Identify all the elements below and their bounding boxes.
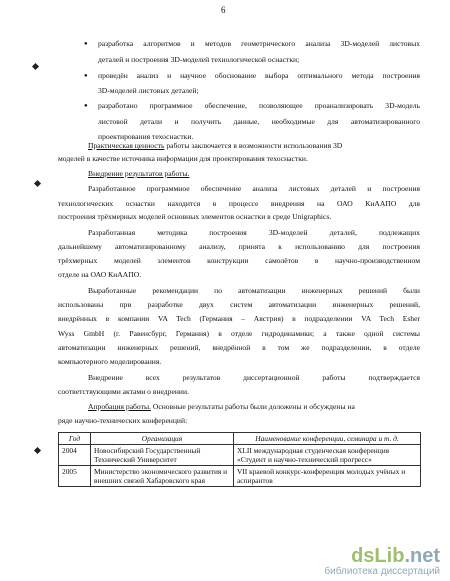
page-number: 6 bbox=[221, 5, 226, 15]
bullet-3-line-2: листовой детали и получить данные, необходимые для автоматизированного bbox=[98, 117, 420, 126]
approbation-heading: Апробация работы. bbox=[88, 402, 151, 411]
impl-p1-line-1: Разработанное программное обеспечение анализа листовых деталей и построения bbox=[88, 184, 420, 193]
header-conference: Наименование конференции, семинара и т. д. bbox=[234, 433, 421, 445]
header-organization: Организация bbox=[91, 433, 234, 445]
bullet-2-line-2: 3D-моделей листовых деталей; bbox=[98, 86, 199, 95]
approbation-line-2: ряде научно-технических конференций: bbox=[58, 416, 188, 425]
cell-conference: VII краевой конкурс-конференция молодых учёных и аспирантов bbox=[234, 466, 421, 487]
impl-p3-line-1: Выработанные рекомендации по автоматизации инженерных решений были bbox=[88, 286, 420, 295]
margin-mark bbox=[32, 63, 39, 70]
impl-p2-line-3: трёхмерных моделей элементов конструкции самолётов в научно-производственном bbox=[58, 256, 420, 265]
impl-p1-line-2: технологических оснастки находится в процессе внедрения на ОАО КнААПО для bbox=[58, 199, 420, 208]
impl-p3-line-5: автоматизации инженерных решений, внедрённой в том же подразделении, в отделе bbox=[58, 343, 420, 352]
margin-mark bbox=[34, 447, 41, 454]
bullet-3-line-3: проектирования техоснастки. bbox=[98, 132, 194, 141]
bullet-marker: ● bbox=[84, 41, 88, 47]
impl-p3-line-6: компьютерного моделирования. bbox=[58, 357, 162, 366]
table-row bbox=[59, 466, 421, 487]
implementation-heading: Внедрение результатов работы. bbox=[88, 169, 190, 178]
impl-p3-line-3: внедрённых в компании VA Tech (Германия – Австрия) в подразделении VA Tech Esher bbox=[58, 314, 420, 323]
practical-paragraph-line-2: моделей в качестве источника информации для проектирования техоснастки. bbox=[58, 154, 308, 163]
cell-organization: Министерство экономического развития и внешних связей Хабаровского края bbox=[91, 466, 234, 487]
cell-year: 2005 bbox=[59, 466, 91, 487]
watermark-subtitle: библиотека диссертаций bbox=[324, 566, 440, 577]
impl-p3-line-2: использованы при разработке двух систем автоматизации инженерных решений, bbox=[58, 300, 420, 309]
cell-year: 2004 bbox=[59, 445, 91, 466]
conferences-table bbox=[58, 432, 421, 487]
approbation-line-1 bbox=[88, 402, 420, 411]
bullet-1-line-1: разработка алгоритмов и методов геометрического анализа 3D-моделей листовых bbox=[98, 39, 420, 48]
cell-conference: XLII международная студенческая конференция «Студент и научно-технический прогресс» bbox=[234, 445, 421, 466]
practical-heading: Практическая ценность bbox=[88, 141, 165, 150]
impl-p2-line-1: Разработанная методика построения 3D-моделей деталей, подлежащих bbox=[88, 228, 420, 237]
watermark-logo bbox=[324, 546, 440, 566]
watermark-logo-a: dsLib bbox=[351, 545, 405, 567]
cell-organization: Новосибирский Государственный Технический Университет bbox=[91, 445, 234, 466]
bullet-marker: ● bbox=[84, 73, 88, 79]
header-year: Год bbox=[59, 433, 91, 445]
margin-mark bbox=[34, 180, 41, 187]
bullet-marker: ● bbox=[84, 103, 88, 109]
practical-paragraph-line-1 bbox=[88, 141, 420, 150]
impl-p4-line-2: соответствующими актами о внедрении. bbox=[58, 387, 189, 396]
impl-p4-line-1: Внедрение всех результатов диссертационной работы подтверждается bbox=[88, 373, 420, 382]
bullet-3-line-1: разработано программное обеспечение, позволяющее проанализировать 3D-модель bbox=[98, 101, 420, 110]
impl-p1-line-3: построения трёхмерных моделей основных элементов оснастки в среде Unigraphics. bbox=[58, 212, 332, 221]
table-header-row bbox=[59, 433, 421, 445]
table-row bbox=[59, 445, 421, 466]
impl-p2-line-2: дальнейшему автоматизированному анализу, принята к использованию для построения bbox=[58, 242, 420, 251]
bullet-1-line-2: деталей и построения 3D-моделей технологической оснастки; bbox=[98, 55, 300, 64]
bullet-2-line-1: проведён анализ и научное обоснование выбора оптимального метода построения bbox=[98, 71, 420, 80]
impl-p2-line-4: отделе на ОАО КнААПО. bbox=[58, 270, 142, 279]
watermark bbox=[324, 546, 440, 577]
impl-p3-line-4: Wyss GmbH (г. Равенсбург, Германия) в отделе гидродинамики; а также одной системы bbox=[58, 329, 420, 338]
practical-text: работы заключается в возможности использования 3D bbox=[166, 141, 343, 150]
approbation-text: Основные результаты работы были доложены и обсуждены на bbox=[152, 402, 355, 411]
watermark-logo-b: .net bbox=[404, 545, 440, 567]
